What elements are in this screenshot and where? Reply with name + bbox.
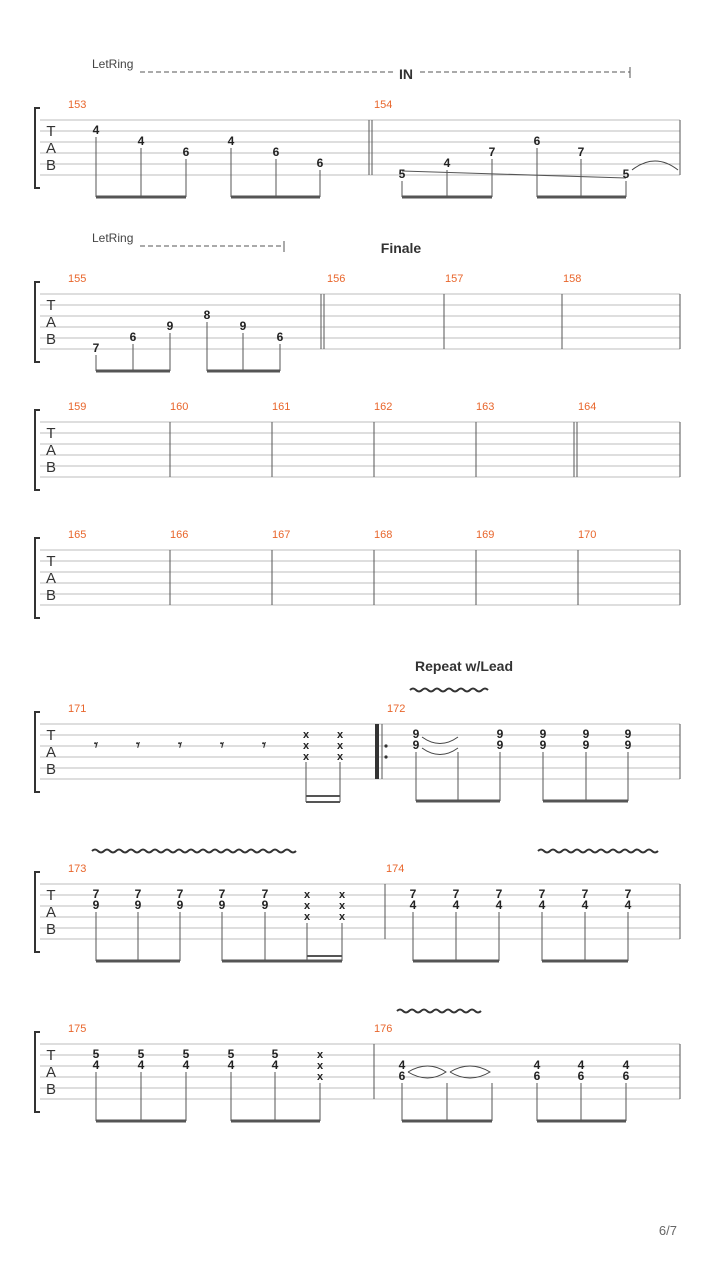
- fret-number: 6: [276, 330, 284, 344]
- fret-number: 4: [92, 123, 100, 137]
- measure-number: 159: [68, 401, 87, 413]
- rest-symbol: 𝄾: [136, 736, 140, 754]
- measure-number: 171: [68, 703, 87, 715]
- dead-note: x: [336, 729, 344, 741]
- dead-note: x: [338, 900, 346, 912]
- measure-number: 161: [272, 401, 291, 413]
- tab-clef-a: A: [45, 744, 57, 761]
- repeat-dot: [384, 755, 387, 758]
- fret-number: 4: [624, 898, 632, 912]
- fret-number: 4: [92, 1058, 100, 1072]
- fret-number: 9: [261, 898, 269, 912]
- note-stems: [96, 137, 320, 197]
- fret-number: 4: [443, 156, 451, 170]
- tab-clef-t: T: [46, 553, 56, 570]
- note-stems: [402, 1083, 626, 1121]
- fret-number: 5: [622, 167, 630, 181]
- fret-number: 9: [134, 898, 142, 912]
- tab-clef-b: B: [45, 761, 57, 778]
- system-bracket: [35, 282, 40, 362]
- system-bracket: [35, 410, 40, 490]
- measure-number: 168: [374, 529, 393, 541]
- tab-clef-b: B: [45, 921, 57, 938]
- dead-note: x: [302, 751, 310, 763]
- measure-number: 173: [68, 863, 87, 875]
- fret-number: 7: [495, 887, 503, 901]
- letring-label: LetRing: [92, 57, 134, 71]
- measure-number: 175: [68, 1023, 87, 1035]
- tab-clef-t: T: [46, 123, 56, 140]
- measure-number: 174: [386, 863, 405, 875]
- fret-number: 9: [624, 738, 632, 752]
- fret-number: 6: [622, 1069, 630, 1083]
- dead-note: x: [303, 889, 311, 901]
- staff-system-5: [35, 703, 680, 802]
- measure-number: 157: [445, 273, 464, 285]
- fret-number: 7: [176, 887, 184, 901]
- fret-number: 4: [398, 1058, 406, 1072]
- fret-number: 7: [624, 887, 632, 901]
- staff-system-3: [35, 401, 680, 490]
- fret-number: 6: [182, 145, 190, 159]
- fret-number: 6: [533, 1069, 541, 1083]
- fret-number: 9: [539, 727, 547, 741]
- vibrato-mark: [397, 1010, 481, 1013]
- fret-number: 6: [272, 145, 280, 159]
- dead-note: x: [336, 751, 344, 763]
- tab-clef-t: T: [46, 1047, 56, 1064]
- finale-label: Finale: [380, 240, 422, 256]
- fret-number: 8: [203, 308, 211, 322]
- tab-clef-b: B: [45, 331, 57, 348]
- measure-number: 176: [374, 1023, 393, 1035]
- rest-symbol: 𝄾: [220, 736, 224, 754]
- tie-arc: [408, 1066, 446, 1078]
- fret-number: 4: [581, 898, 589, 912]
- page-number: 6/7: [658, 1223, 677, 1238]
- fret-number: 9: [92, 898, 100, 912]
- measure-number: 160: [170, 401, 189, 413]
- dead-note: x: [336, 740, 344, 752]
- note-stems: [96, 1072, 320, 1121]
- fret-number: 7: [538, 887, 546, 901]
- fret-number: 9: [624, 727, 632, 741]
- system-bracket: [35, 872, 40, 952]
- note-stems: [416, 752, 628, 801]
- tie-arc: [632, 161, 678, 170]
- fret-number: 9: [239, 319, 247, 333]
- fret-number: 9: [496, 738, 504, 752]
- vibrato-mark: [410, 689, 488, 692]
- fret-number: 5: [398, 167, 406, 181]
- fret-number: 6: [577, 1069, 585, 1083]
- staff-system-4: [35, 529, 680, 618]
- fret-number: 5: [182, 1047, 190, 1061]
- rest-symbol: 𝄾: [178, 736, 182, 754]
- measure-number: 158: [563, 273, 582, 285]
- measure-number: 162: [374, 401, 393, 413]
- fret-number: 7: [218, 887, 226, 901]
- fret-number: 9: [166, 319, 174, 333]
- dead-note: x: [303, 911, 311, 923]
- fret-number: 9: [582, 738, 590, 752]
- system-bracket: [35, 712, 40, 792]
- vibrato-mark: [92, 850, 296, 853]
- tab-clef-a: A: [45, 904, 57, 921]
- staff-system-1: [35, 99, 680, 197]
- dead-note: x: [302, 740, 310, 752]
- tie-arc: [422, 737, 458, 744]
- tab-clef-t: T: [46, 425, 56, 442]
- fret-number: 7: [488, 145, 496, 159]
- fret-number: 9: [412, 738, 420, 752]
- tie-arc: [450, 1066, 490, 1078]
- tab-clef-a: A: [45, 314, 57, 331]
- note-stems: [413, 912, 628, 961]
- measure-number: 163: [476, 401, 495, 413]
- fret-number: 7: [92, 341, 100, 355]
- fret-number: 5: [137, 1047, 145, 1061]
- fret-number: 4: [622, 1058, 630, 1072]
- measure-number: 165: [68, 529, 87, 541]
- fret-number: 4: [533, 1058, 541, 1072]
- staff-system-6: [35, 863, 680, 961]
- fret-number: 9: [176, 898, 184, 912]
- system-bracket: [35, 108, 40, 188]
- fret-number: 7: [452, 887, 460, 901]
- measure-number: 154: [374, 99, 393, 111]
- measure-number: 155: [68, 273, 87, 285]
- fret-number: 9: [539, 738, 547, 752]
- measure-number: 167: [272, 529, 291, 541]
- fret-number: 4: [452, 898, 460, 912]
- fret-number: 7: [261, 887, 269, 901]
- system-bracket: [35, 538, 40, 618]
- fret-number: 7: [92, 887, 100, 901]
- fret-number: 4: [137, 134, 145, 148]
- measure-number: 170: [578, 529, 597, 541]
- tab-clef-t: T: [46, 297, 56, 314]
- measure-number: 153: [68, 99, 87, 111]
- fret-number: 4: [495, 898, 503, 912]
- dead-note: x: [338, 889, 346, 901]
- fret-number: 9: [412, 727, 420, 741]
- in-label: IN: [399, 66, 413, 82]
- fret-number: 7: [409, 887, 417, 901]
- fret-number: 4: [577, 1058, 585, 1072]
- fret-number: 6: [398, 1069, 406, 1083]
- fret-number: 6: [316, 156, 324, 170]
- system-bracket: [35, 1032, 40, 1112]
- repeat-dot: [384, 744, 387, 747]
- repeat-w-lead-label: Repeat w/Lead: [414, 658, 514, 674]
- rest-symbol: 𝄾: [94, 736, 98, 754]
- dead-note: x: [302, 729, 310, 741]
- tie-arc: [422, 748, 458, 755]
- measure-number: 164: [578, 401, 597, 413]
- staff-system-7: [35, 1023, 680, 1121]
- tab-clef-a: A: [45, 570, 57, 587]
- fret-number: 9: [496, 727, 504, 741]
- rest-symbol: 𝄾: [262, 736, 266, 754]
- tab-clef-b: B: [45, 157, 57, 174]
- letring-label: LetRing: [92, 231, 134, 245]
- fret-number: 7: [577, 145, 585, 159]
- measure-number: 166: [170, 529, 189, 541]
- fret-number: 4: [409, 898, 417, 912]
- fret-number: 4: [271, 1058, 279, 1072]
- fret-number: 6: [533, 134, 541, 148]
- fret-number: 4: [227, 1058, 235, 1072]
- fret-number: 7: [134, 887, 142, 901]
- fret-number: 5: [271, 1047, 279, 1061]
- letring-annotation-2: [92, 231, 421, 256]
- tab-clef-b: B: [45, 1081, 57, 1098]
- fret-number: 7: [581, 887, 589, 901]
- tab-clef-t: T: [46, 887, 56, 904]
- measure-number: 156: [327, 273, 346, 285]
- fret-number: 4: [137, 1058, 145, 1072]
- dead-note: x: [303, 900, 311, 912]
- fret-number: 4: [227, 134, 235, 148]
- fret-number: 9: [582, 727, 590, 741]
- eighth-rests: [93, 736, 266, 754]
- measure-number: 169: [476, 529, 495, 541]
- fret-number: 4: [182, 1058, 190, 1072]
- vibrato-mark: [538, 850, 658, 853]
- fret-number: 9: [218, 898, 226, 912]
- tab-clef-a: A: [45, 442, 57, 459]
- tab-clef-a: A: [45, 1064, 57, 1081]
- dead-note: x: [316, 1049, 324, 1061]
- dead-note: x: [316, 1060, 324, 1072]
- dead-note: x: [316, 1071, 324, 1083]
- fret-number: 5: [92, 1047, 100, 1061]
- tab-clef-t: T: [46, 727, 56, 744]
- letring-annotation-1: [92, 57, 630, 82]
- staff-system-2: [35, 273, 680, 371]
- dead-note: x: [338, 911, 346, 923]
- fret-number: 5: [227, 1047, 235, 1061]
- fret-number: 4: [538, 898, 546, 912]
- note-stems: [96, 322, 280, 371]
- tab-clef-b: B: [45, 587, 57, 604]
- measure-number: 172: [387, 703, 406, 715]
- tab-clef-b: B: [45, 459, 57, 476]
- tab-clef-a: A: [45, 140, 57, 157]
- repeat-start-thick: [375, 724, 379, 779]
- fret-number: 6: [129, 330, 137, 344]
